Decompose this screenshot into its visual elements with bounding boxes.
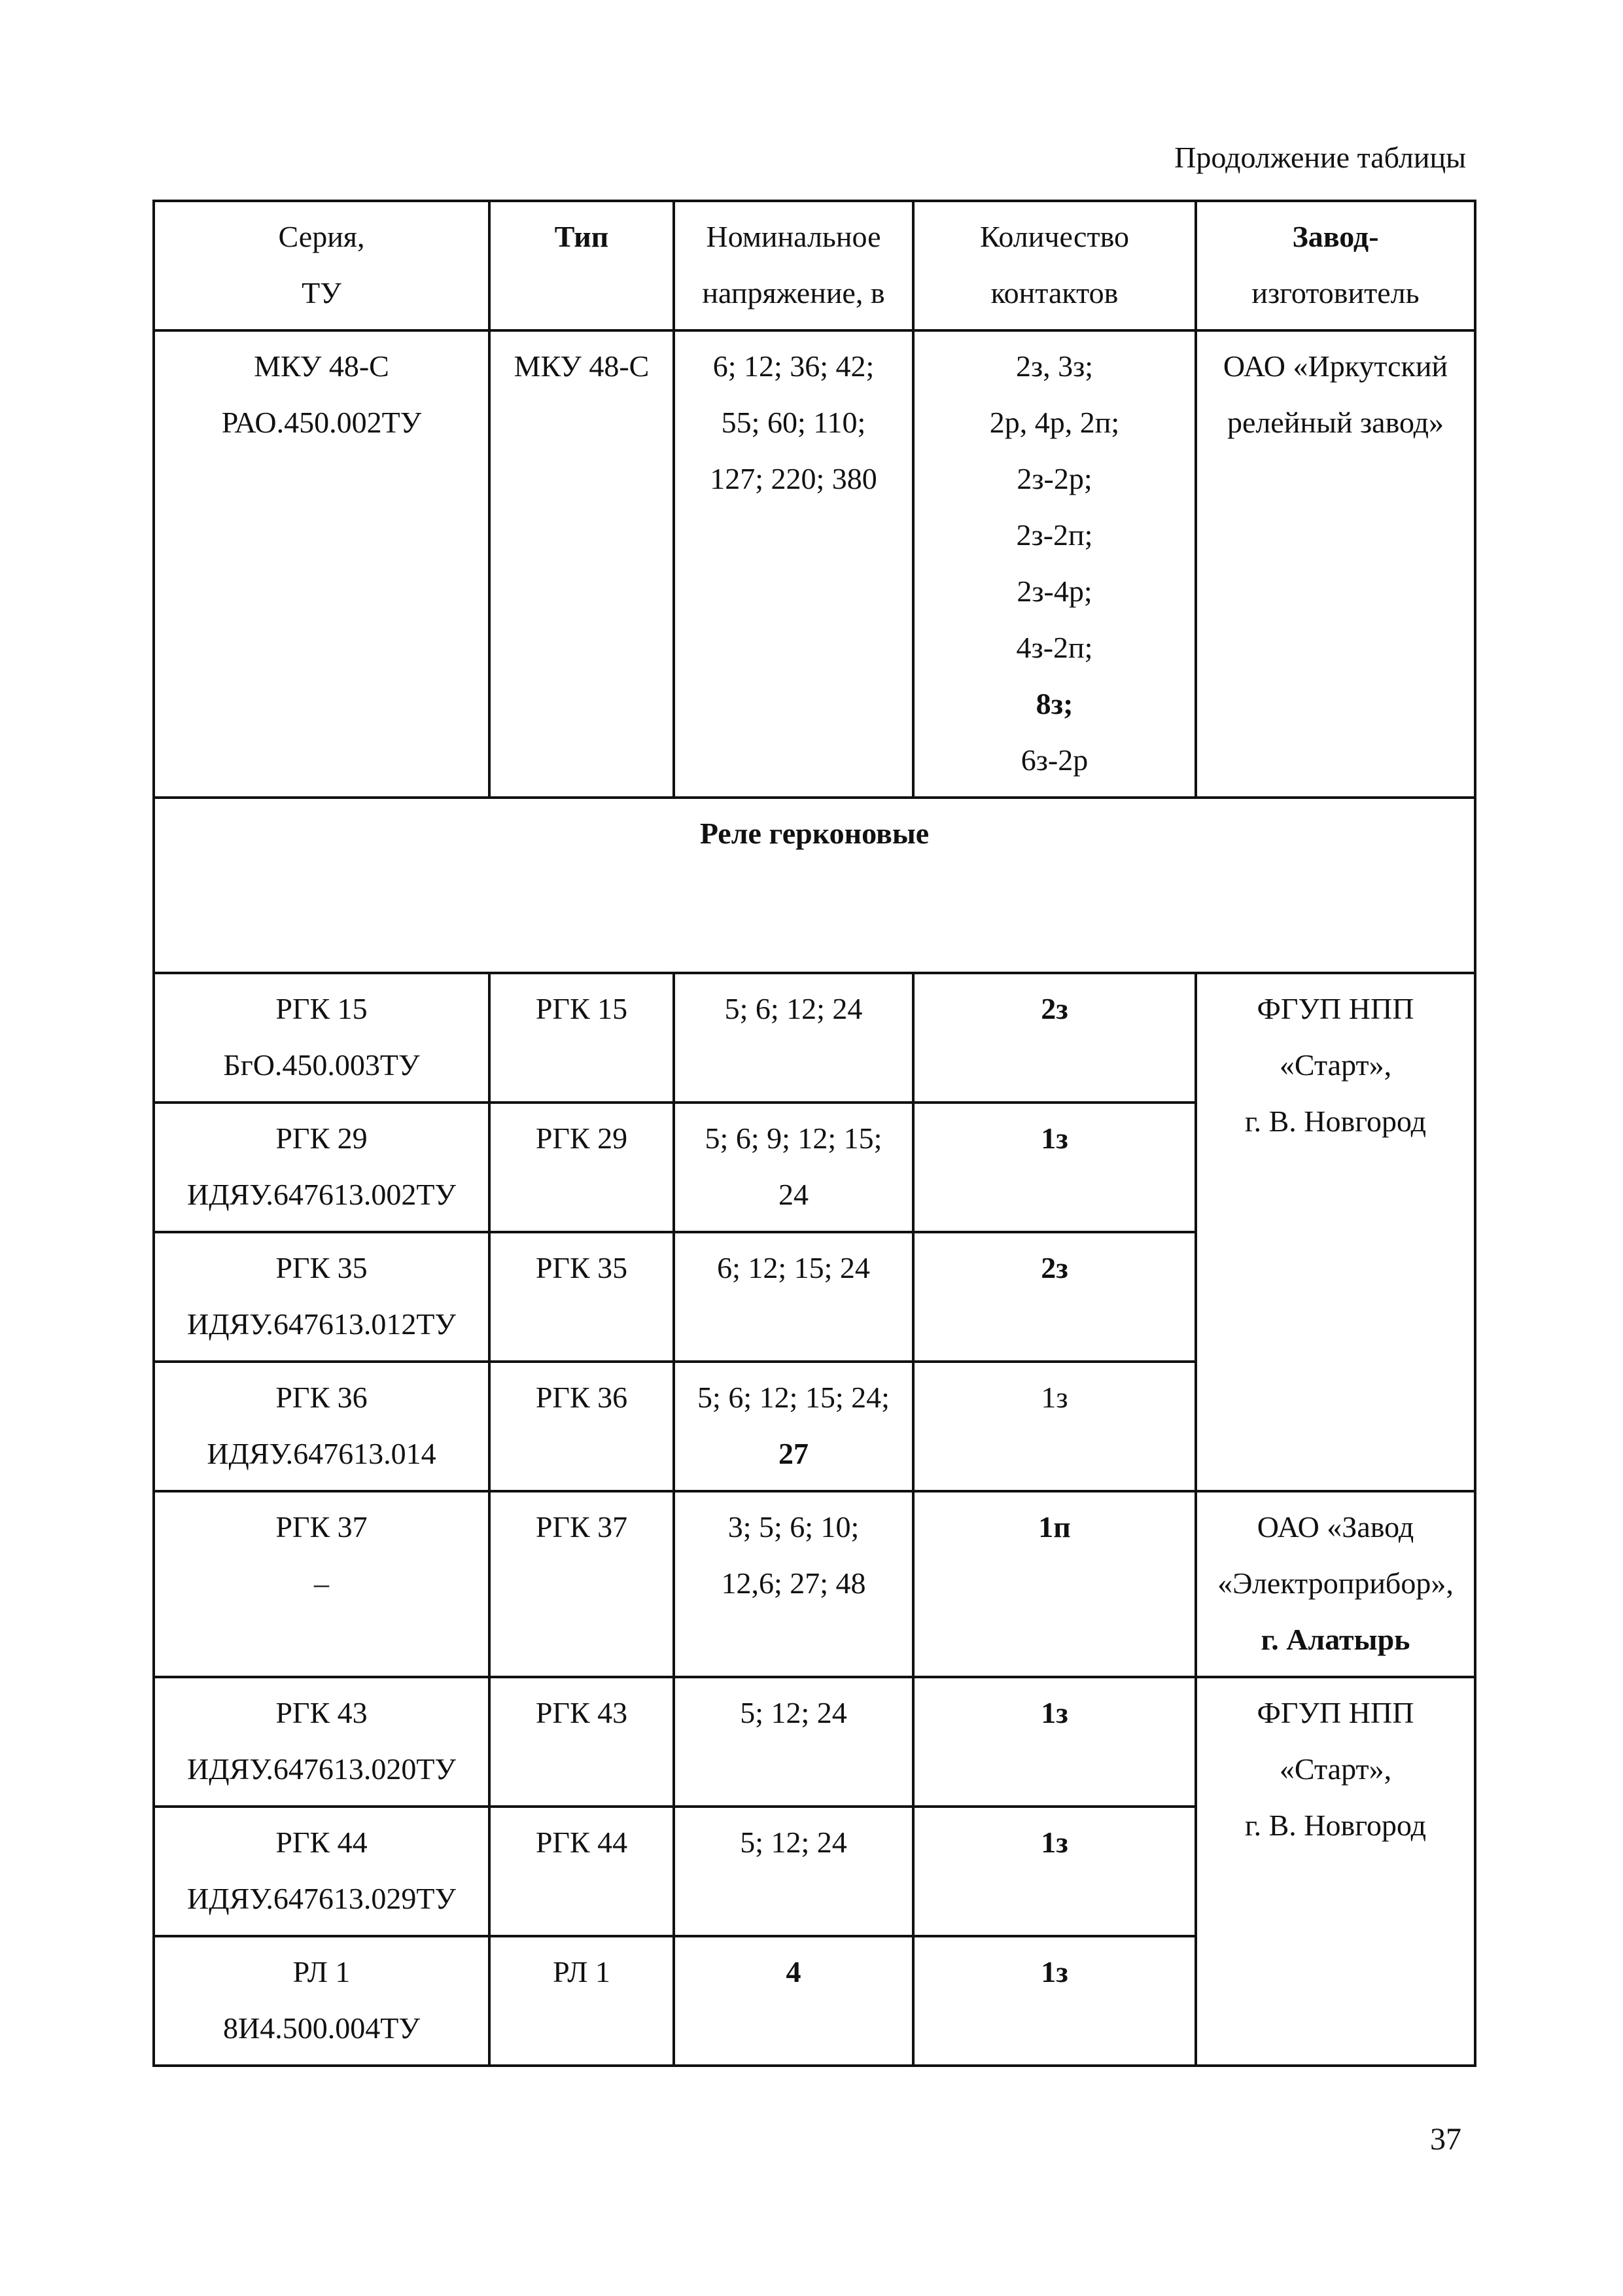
cell-line: 1з <box>1041 1955 1068 1988</box>
cell-contacts <box>913 973 1196 1103</box>
cell-series <box>154 1232 489 1362</box>
cell-line: 1з <box>1041 1826 1068 1859</box>
cell-series <box>154 1936 489 2066</box>
header-contacts-line: Количество <box>980 220 1129 253</box>
cell-line: РГК 43 <box>535 1696 628 1729</box>
cell-line: 1з <box>1041 1696 1068 1729</box>
cell-line: ФГУП НПП <box>1257 1696 1414 1729</box>
table-row <box>154 1677 1475 1807</box>
cell-line: ИДЯУ.647613.020ТУ <box>186 1752 456 1786</box>
header-type-line: Тип <box>554 220 609 253</box>
cell-manufacturer <box>1196 330 1475 798</box>
cell-series <box>154 973 489 1103</box>
cell-line: 5; 6; 12; 15; 24; <box>697 1381 890 1414</box>
cell-line: «Старт», <box>1279 1752 1392 1786</box>
cell-line: 1п <box>1038 1510 1071 1544</box>
cell-series <box>154 330 489 798</box>
cell-line: 55; 60; 110; <box>721 406 866 439</box>
cell-type <box>489 1807 674 1936</box>
header-type <box>489 201 674 330</box>
cell-line: 8И4.500.004ТУ <box>223 2011 420 2045</box>
cell-series <box>154 1677 489 1807</box>
cell-voltage <box>674 1362 913 1491</box>
cell-voltage <box>674 973 913 1103</box>
header-contacts <box>913 201 1196 330</box>
cell-contacts <box>913 1232 1196 1362</box>
cell-line: ИДЯУ.647613.002ТУ <box>186 1178 456 1211</box>
cell-type <box>489 1677 674 1807</box>
cell-contacts <box>913 1677 1196 1807</box>
cell-type <box>489 1232 674 1362</box>
cell-line: – <box>314 1566 329 1600</box>
cell-voltage <box>674 330 913 798</box>
cell-line: МКУ 48-С <box>254 349 389 383</box>
cell-voltage <box>674 1807 913 1936</box>
cell-line: РГК 35 <box>275 1251 368 1284</box>
cell-line: 2з <box>1041 1251 1068 1284</box>
header-manufacturer-line: изготовитель <box>1251 276 1420 309</box>
header-voltage <box>674 201 913 330</box>
cell-line: 5; 12; 24 <box>740 1826 847 1859</box>
cell-line: 3; 5; 6; 10; <box>727 1510 860 1544</box>
table-row <box>154 1491 1475 1677</box>
cell-line: РГК 29 <box>275 1122 368 1155</box>
header-row <box>154 201 1475 330</box>
cell-voltage <box>674 1103 913 1232</box>
cell-line: 4з-2п; <box>1016 631 1093 664</box>
table-row <box>154 973 1475 1103</box>
cell-line: релейный завод» <box>1227 406 1444 439</box>
section-row <box>154 798 1475 973</box>
cell-line: РАО.450.002ТУ <box>221 406 422 439</box>
table-row <box>154 330 1475 798</box>
header-manufacturer <box>1196 201 1475 330</box>
cell-type <box>489 1362 674 1491</box>
cell-line: РГК 35 <box>535 1251 628 1284</box>
cell-type <box>489 330 674 798</box>
header-voltage-line: напряжение, в <box>702 276 885 309</box>
cell-line: 2з-2п; <box>1016 518 1093 552</box>
cell-line: ОАО «Завод <box>1257 1510 1414 1544</box>
header-series-line: ТУ <box>302 276 341 309</box>
cell-contacts <box>913 1936 1196 2066</box>
cell-line: 1з <box>1041 1122 1068 1155</box>
cell-voltage <box>674 1491 913 1677</box>
cell-line: 2з-2р; <box>1017 462 1092 495</box>
cell-line: 5; 6; 9; 12; 15; <box>705 1122 882 1155</box>
section-title: Реле герконовые <box>154 798 1475 973</box>
cell-line: 5; 12; 24 <box>740 1696 847 1729</box>
cell-line: 8з; <box>1036 687 1073 720</box>
cell-type <box>489 1103 674 1232</box>
cell-line: РГК 36 <box>535 1381 628 1414</box>
cell-line: РЛ 1 <box>292 1955 351 1988</box>
cell-contacts <box>913 1362 1196 1491</box>
cell-contacts <box>913 1491 1196 1677</box>
cell-line: РГК 37 <box>535 1510 628 1544</box>
cell-contacts <box>913 330 1196 798</box>
cell-line: ОАО «Иркутский <box>1223 349 1448 383</box>
cell-line: 2р, 4р, 2п; <box>989 406 1120 439</box>
cell-series <box>154 1103 489 1232</box>
cell-line: г. Алатырь <box>1261 1623 1410 1656</box>
header-series <box>154 201 489 330</box>
cell-series <box>154 1807 489 1936</box>
header-voltage-line: Номинальное <box>706 220 881 253</box>
cell-line: 4 <box>786 1955 801 1988</box>
cell-line: «Электроприбор», <box>1217 1566 1454 1600</box>
cell-line: РГК 43 <box>275 1696 368 1729</box>
relay-table <box>152 200 1476 2067</box>
cell-line: ФГУП НПП <box>1257 992 1414 1025</box>
cell-manufacturer <box>1196 973 1475 1491</box>
cell-line: 5; 6; 12; 24 <box>724 992 863 1025</box>
cell-contacts <box>913 1807 1196 1936</box>
cell-line: 127; 220; 380 <box>710 462 877 495</box>
cell-line: РЛ 1 <box>553 1955 610 1988</box>
cell-line: РГК 36 <box>275 1381 368 1414</box>
cell-line: РГК 15 <box>535 992 628 1025</box>
cell-line: 6; 12; 36; 42; <box>712 349 875 383</box>
cell-line: МКУ 48-С <box>514 349 650 383</box>
cell-line: 6; 12; 15; 24 <box>717 1251 870 1284</box>
cell-line: 6з-2р <box>1021 743 1089 777</box>
cell-line: 2з, 3з; <box>1015 349 1094 383</box>
cell-voltage <box>674 1677 913 1807</box>
cell-manufacturer <box>1196 1677 1475 2066</box>
header-contacts-line: контактов <box>990 276 1119 309</box>
cell-line: РГК 29 <box>535 1122 628 1155</box>
cell-line: РГК 44 <box>275 1826 368 1859</box>
cell-line: 1з <box>1041 1381 1068 1414</box>
cell-line: 2з-4р; <box>1017 574 1092 608</box>
header-series-line: Серия, <box>278 220 365 253</box>
cell-contacts <box>913 1103 1196 1232</box>
cell-line: 12,6; 27; 48 <box>721 1566 866 1600</box>
cell-line: «Старт», <box>1279 1048 1392 1082</box>
cell-line: 27 <box>778 1437 809 1470</box>
cell-line: г. В. Новгород <box>1244 1104 1427 1138</box>
page-number: 37 <box>1430 2122 1461 2157</box>
cell-line: ИДЯУ.647613.029ТУ <box>186 1882 456 1915</box>
cell-line: РГК 37 <box>275 1510 368 1544</box>
cell-line: ИДЯУ.647613.012ТУ <box>186 1307 456 1341</box>
cell-line: 2з <box>1041 992 1068 1025</box>
cell-manufacturer <box>1196 1491 1475 1677</box>
header-manufacturer-line: Завод- <box>1292 220 1379 253</box>
table-continuation-label: Продолжение таблицы <box>1174 141 1466 174</box>
cell-voltage <box>674 1936 913 2066</box>
cell-line: ИДЯУ.647613.014 <box>207 1437 436 1470</box>
cell-type <box>489 1936 674 2066</box>
cell-series <box>154 1362 489 1491</box>
cell-type <box>489 973 674 1103</box>
cell-type <box>489 1491 674 1677</box>
cell-line: БгО.450.003ТУ <box>223 1048 420 1082</box>
cell-line: РГК 44 <box>535 1826 628 1859</box>
cell-series <box>154 1491 489 1677</box>
cell-line: 24 <box>778 1178 809 1211</box>
cell-voltage <box>674 1232 913 1362</box>
cell-line: РГК 15 <box>275 992 368 1025</box>
cell-line: г. В. Новгород <box>1244 1809 1427 1842</box>
